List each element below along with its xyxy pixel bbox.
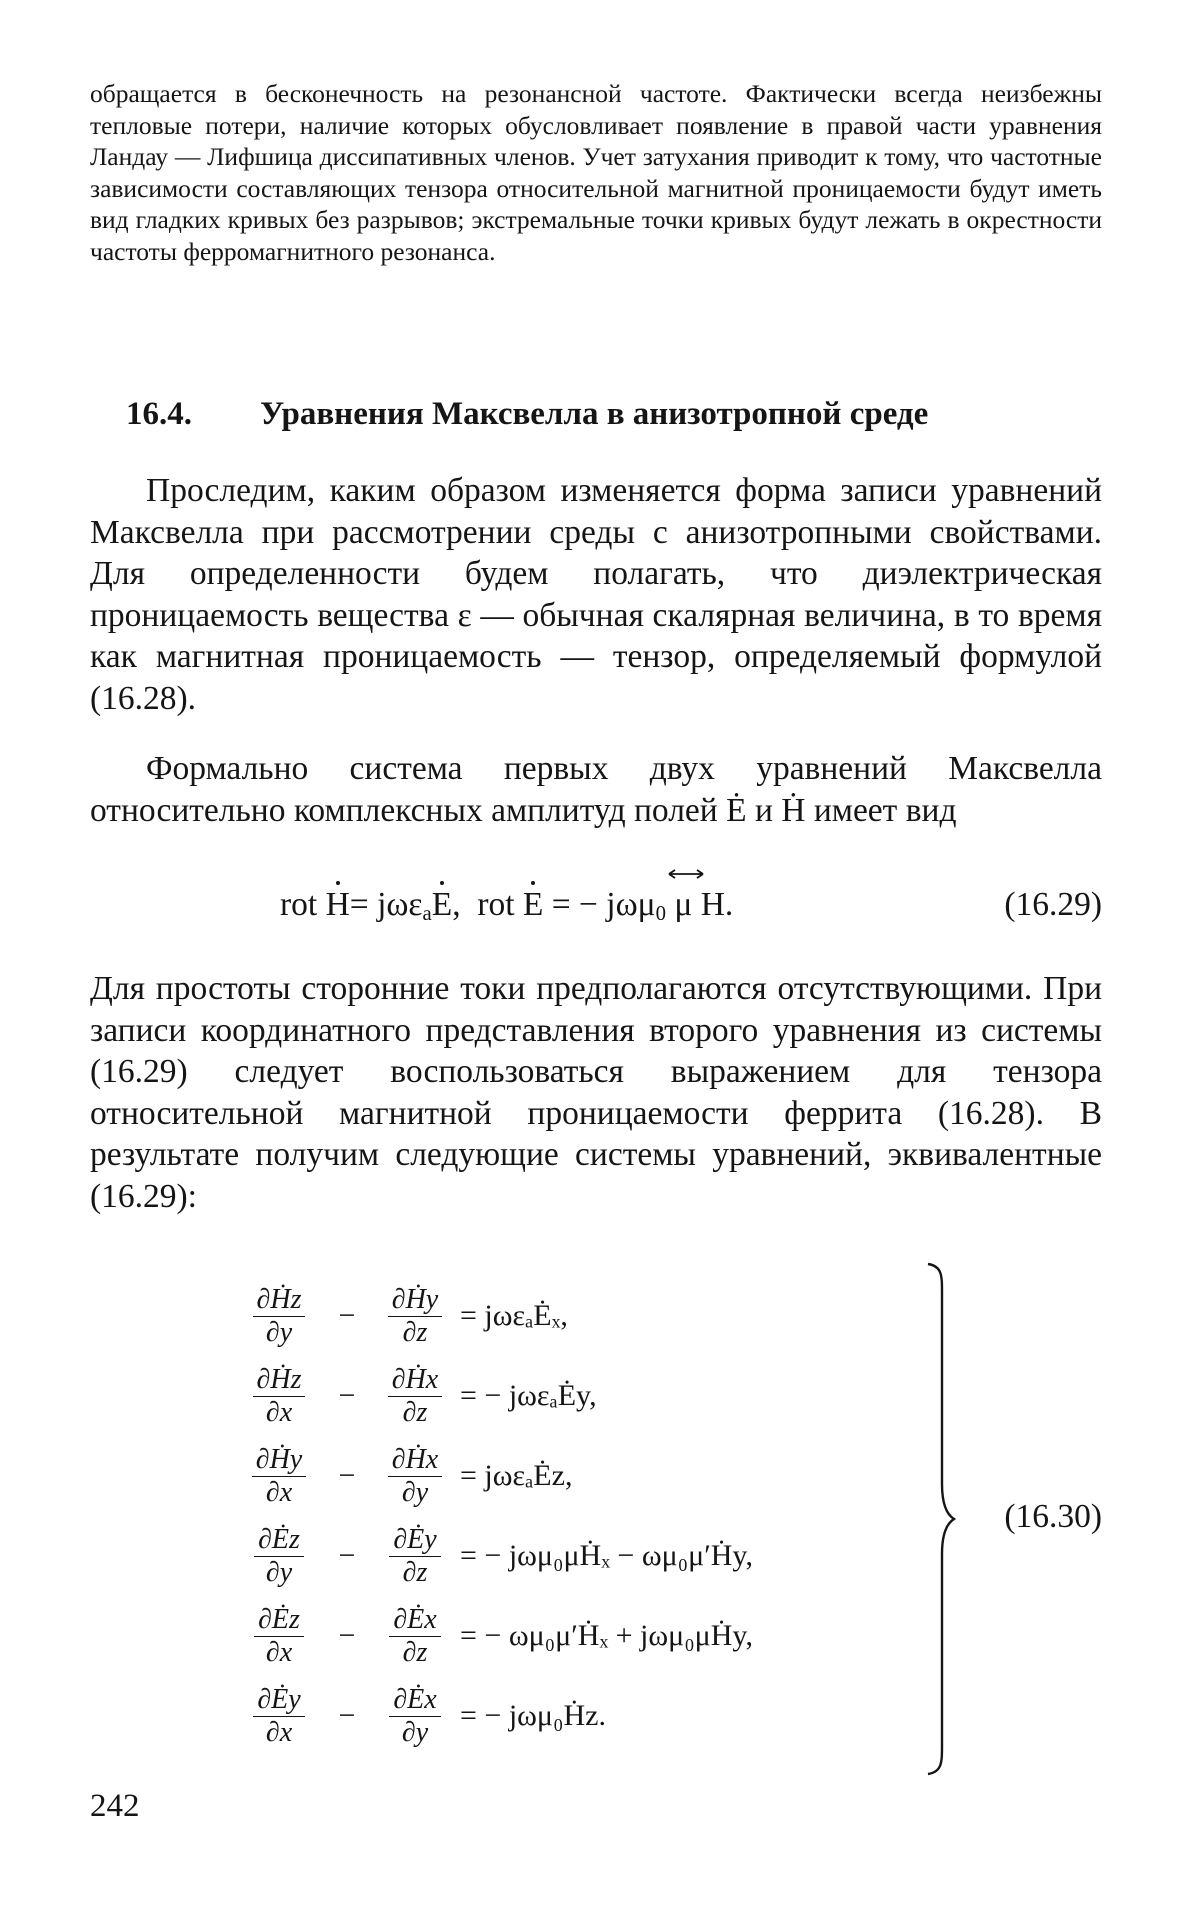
equation-system-16-30 [240,1276,1000,1756]
eq-sub-a: a [422,902,432,925]
eq-rot-e-rhs: = − jωμ [551,886,656,923]
page-number: 242 [90,1788,140,1824]
fraction: $\frac{\text{∂Ḣz}}{\partial x}$ [240,1364,318,1429]
paragraph-1 [90,470,1102,719]
paragraph-3 [90,968,1102,1217]
eq-rot-e-lhs: rot E [477,886,543,923]
top-paragraph-text: обращается в бесконечность на резонансной частоте. Фактически всегда неизбежны тепловые потери, наличие которых обусловливает появление в правой части уравнения Ландау — Лифшица диссипативных членов. Учет затухания приводит к тому, что частотные зависимости составляющих тензора относительной магнитной проницаемости будут иметь вид гладких кривых без разрывов; экстремальные точки кривых будут лежать в окрестности частоты ферромагнитного резонанса. [90,79,1102,266]
fraction: $\frac{\partial Ėz}{\partial x}$ [240,1604,318,1669]
system-row [240,1596,1000,1676]
minus-sign: − [338,1459,356,1492]
fraction: $\frac{\text{∂Ḣy}}{\partial z}$ [376,1284,454,1349]
system-row [240,1676,1000,1756]
fraction: $\frac{\text{∂Ḣy}}{\partial x}$ [240,1444,318,1509]
section-number: 16.4. [126,396,192,432]
double-arrow-icon [666,868,706,880]
equation-16-29 [280,880,1102,930]
fraction: $\frac{\partial Ėz}{\partial y}$ [240,1524,318,1589]
eq-rot-h-lhs: rot H [280,886,350,923]
fraction: $\frac{\partial Ėx}{\partial y}$ [376,1684,454,1749]
fraction: $\frac{\text{∂Ḣz}}{\partial y}$ [240,1284,318,1349]
minus-sign: − [338,1699,356,1732]
eq-rot-h-rhs: = jωε [349,886,423,923]
row-rhs: = jωεₐĖₓ, [460,1299,568,1332]
paragraph-2-text: Формально система первых двух уравнений Максвелла относительно комплексных амплитуд полей Ė и Ḣ имеет вид [90,750,1102,829]
eq-field-h: H. [700,886,734,923]
equation-16-30-label: (16.30) [1004,1498,1102,1535]
row-rhs: = − ωμ₀μ′Ḣₓ + jωμ₀μḢy, [460,1619,753,1652]
system-row [240,1436,1000,1516]
system-row [240,1516,1000,1596]
eq-sub-0: 0 [655,902,666,925]
right-brace-icon [926,1262,956,1776]
minus-sign: − [338,1539,356,1572]
fraction: $\frac{\partial Ėy}{\partial x}$ [240,1684,318,1749]
paragraph-1-text: Проследим, каким образом изменяется форма записи уравнений Максвелла при рассмотрении среды с анизотропными свойствами. Для определенности будем полагать, что диэлектрическая проницаемость вещества ε — обычная скалярная величина, в то время как магнитная проницаемость — тензор, определяемый формулой (16.28). [90,472,1102,717]
system-row [240,1276,1000,1356]
fraction: $\frac{\text{∂Ḣx}}{\partial z}$ [376,1364,454,1429]
row-rhs: = − jωμ₀Ḣz. [460,1699,606,1732]
fraction: $\frac{\partial Ėx}{\partial z}$ [376,1604,454,1669]
paragraph-2 [90,748,1102,831]
section-title: Уравнения Максвелла в анизотропной среде [260,396,929,432]
tensor-mu: μ [674,880,692,930]
fraction: $\frac{\text{∂Ḣx}}{\partial y}$ [376,1444,454,1509]
row-rhs: = jωεₐĖz, [460,1459,573,1492]
fraction: $\frac{\partial Ėy}{\partial z}$ [376,1524,454,1589]
eq-field-e: E [432,880,452,930]
top-small-paragraph [90,78,1102,267]
minus-sign: − [338,1299,356,1332]
paragraph-3-text: Для простоты сторонние токи предполагаются отсутствующими. При записи координатного представления второго уравнения из системы (16.29) следует воспользоваться выражением для тензора относительной магнитной проницаемости феррита (16.28). В результате получим следующие системы уравнений, эквивалентные (16.29): [90,970,1102,1215]
minus-sign: − [338,1379,356,1412]
row-rhs: = − jωεₐĖy, [460,1379,597,1412]
equation-16-29-formula: rot H= jωε$_a$E, rot E = − jωμ$_0$ μ H. [280,880,733,939]
row-rhs: = − jωμ₀μḢₓ − ωμ₀μ′Ḣy, [460,1539,753,1572]
system-row [240,1356,1000,1436]
section-heading [126,392,1086,436]
minus-sign: − [338,1619,356,1652]
equation-16-29-label: (16.29) [1004,886,1102,923]
